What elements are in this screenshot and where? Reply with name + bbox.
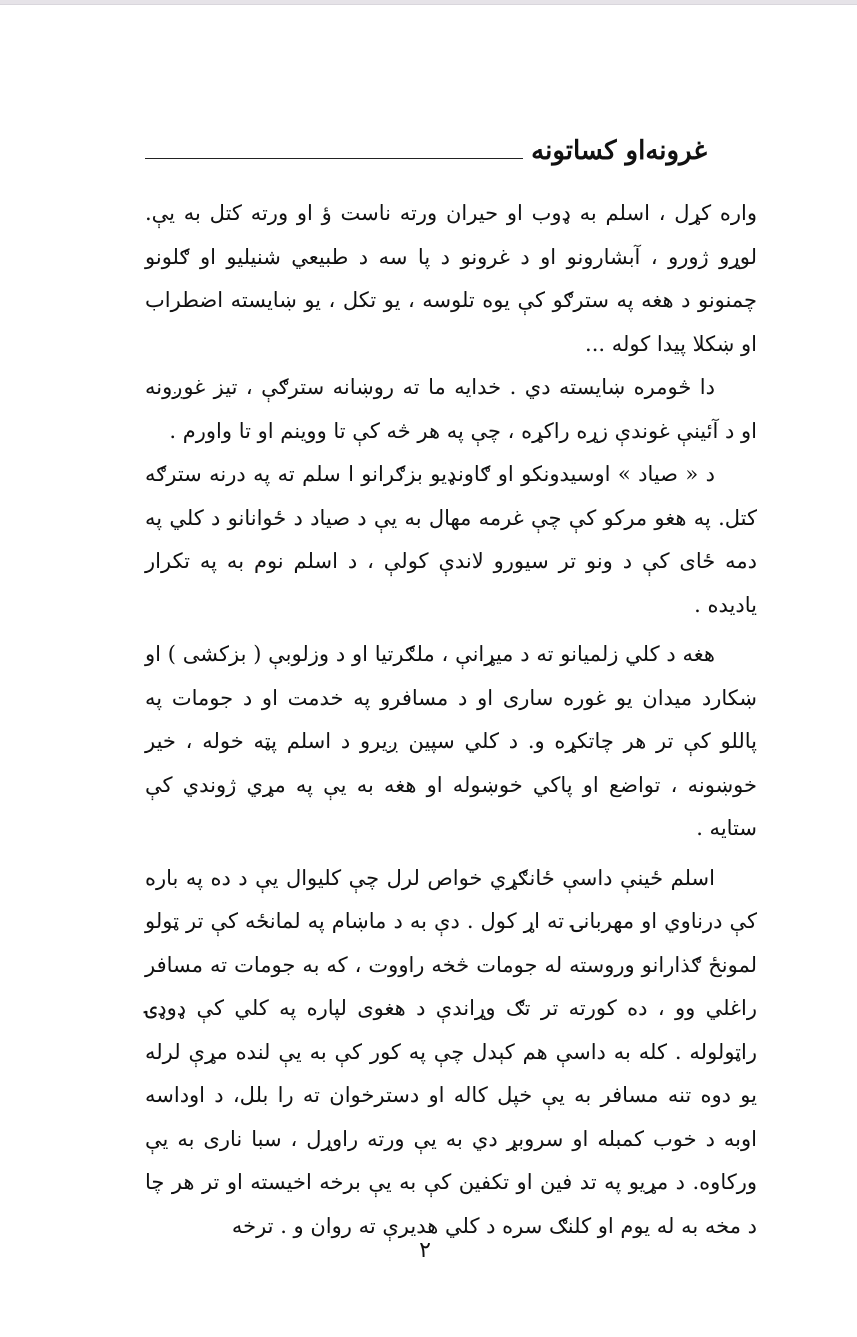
running-header (145, 128, 707, 168)
paragraph-5: اسلم ځینې داسې ځانګړي خواص لرل چې کلیوال يې د ده په باره کې درناوي او مهربانۍ ته اړ کول . دې به د ماښام په لمانځه کې تر ټولو لمونځ ګذارانو وروسته له جومات څخه راووت ، که به جومات ته مسافر راغلي وو ، ده کورته تر تګ وړاندې د هغوی لپاره په کلي کې ډوډۍ راټولوله . کله به داسې هم کېدل چې په کور کې به يې لنده مړې لرله یو دوه تنه مسافر به يې خپل کاله او دسترخوان ته را بلل، د اوداسه اوبه د خوب کمبله او سروبړ دي به يې ورته راوړل ، سبا ناری به يې ورکاوه. د مړیو په تد فین او تکفین کې به يې برخه اخیسته او تر هر چا د مخه به له یوم او کلنګ سره د کلي هدیرې ته روان و . ترخه (145, 865, 757, 1238)
paragraph-3: د « صیاد » اوسیدونکو او ګاونډیو بزګرانو ا سلم ته په درنه سترګه کتل. په هغو مرکو کې چې غرمه مهال به يې د صیاد د ځوانانو د کلي په دمه ځای کې د ونو تر سیورو لاندې کولې ، د اسلم نوم به په تکرار یادیده . (145, 462, 757, 617)
paragraph-1: واره کړل ، اسلم به ډوب او حیران ورته ناست ؤ او ورته کتل به يې. لوړو ژورو ، آبشارونو او د غرونو د پا سه د طبیعي شنیلیو او ګلونو چمنونو د هغه په سترګو کې یوه تلوسه ، یو تکل ، یو ښایسته اضطراب او ښکلا پیدا کوله ... (145, 201, 757, 356)
page-number: ٢ (419, 1238, 431, 1263)
header-rule (145, 158, 523, 159)
body-text (145, 192, 757, 1248)
paragraph-2: دا څومره ښایسته دي . خدایه ما ته روښانه سترګې ، تیز غوږونه او د آئینې غوندې زړه راکړه ، چې په هر څه کې تا ووینم او تا واورم . (145, 375, 757, 443)
running-header-title: غرونه‌او کساتونه (531, 136, 707, 166)
paragraph-4: هغه د کلي زلمیانو ته د میړانې ، ملګرتیا او د وزلوبې ( بزکشی ) او ښکارد میدان یو غوره ساری او د مسافرو په خدمت او د جومات په پاللو کې تر هر چاتکړه و. د کلي سپین ږیرو د اسلم پټه خوله ، خیر خوښونه ، تواضع او پاکي خوښوله او هغه به يې په مړي ژوندي کې ستایه . (145, 642, 757, 840)
